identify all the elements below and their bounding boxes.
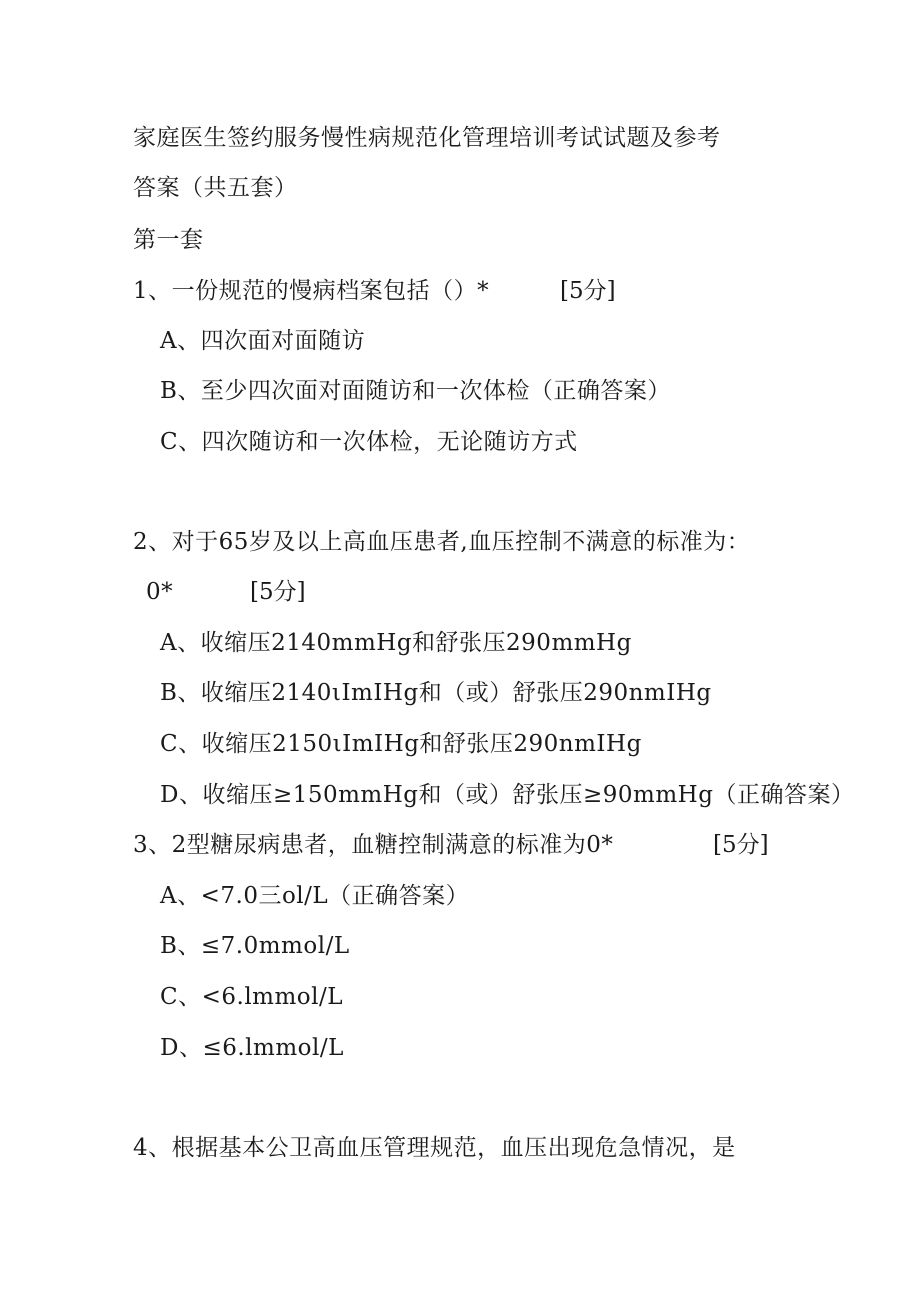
document-title-line-1: 家庭医生签约服务慢性病规范化管理培训考试试题及参考 [133,125,721,151]
question-3-option-b: B、≤7.0mmol/L [160,933,350,959]
question-2-option-c: C、收缩压2150ιImIHg和舒张压290nmIHg [160,731,642,757]
question-1-score: [5分] [560,278,616,304]
question-1-option-a: A、四次面对面随访 [160,328,366,354]
question-3-score: [5分] [713,832,769,858]
question-2-stem-line-1: 2、对于65岁及以上高血压患者,血压控制不满意的标准为： [133,529,751,555]
question-2-option-b: B、收缩压2140ιImIHg和（或）舒张压290nmIHg [160,680,712,706]
question-2-stem-line-2: 0* [146,579,174,605]
question-2-score: [5分] [250,579,306,605]
document-title-line-2: 答案（共五套） [133,175,298,201]
question-4-stem: 4、根据基本公卫高血压管理规范，血压出现危急情况，是 [133,1135,736,1161]
question-3-option-a: A、<7.0三ol/L（正确答案） [160,883,470,909]
section-heading: 第一套 [133,227,204,253]
question-3-stem: 3、2型糖尿病患者，血糖控制满意的标准为0* [133,832,614,858]
question-3-option-d: D、≤6.lmmol/L [160,1035,344,1061]
question-1-option-c: C、四次随访和一次体检，无论随访方式 [160,429,578,455]
question-2-option-a: A、收缩压2140mmHg和舒张压290mmHg [160,630,632,656]
question-1-option-b: B、至少四次面对面随访和一次体检（正确答案） [160,378,671,404]
question-3-option-c: C、<6.lmmol/L [160,984,344,1010]
question-1-stem: 1、一份规范的慢病档案包括（）* [133,278,490,304]
question-2-option-d: D、收缩压≥150mmHg和（或）舒张压≥90mmHg（正确答案） [160,782,855,808]
